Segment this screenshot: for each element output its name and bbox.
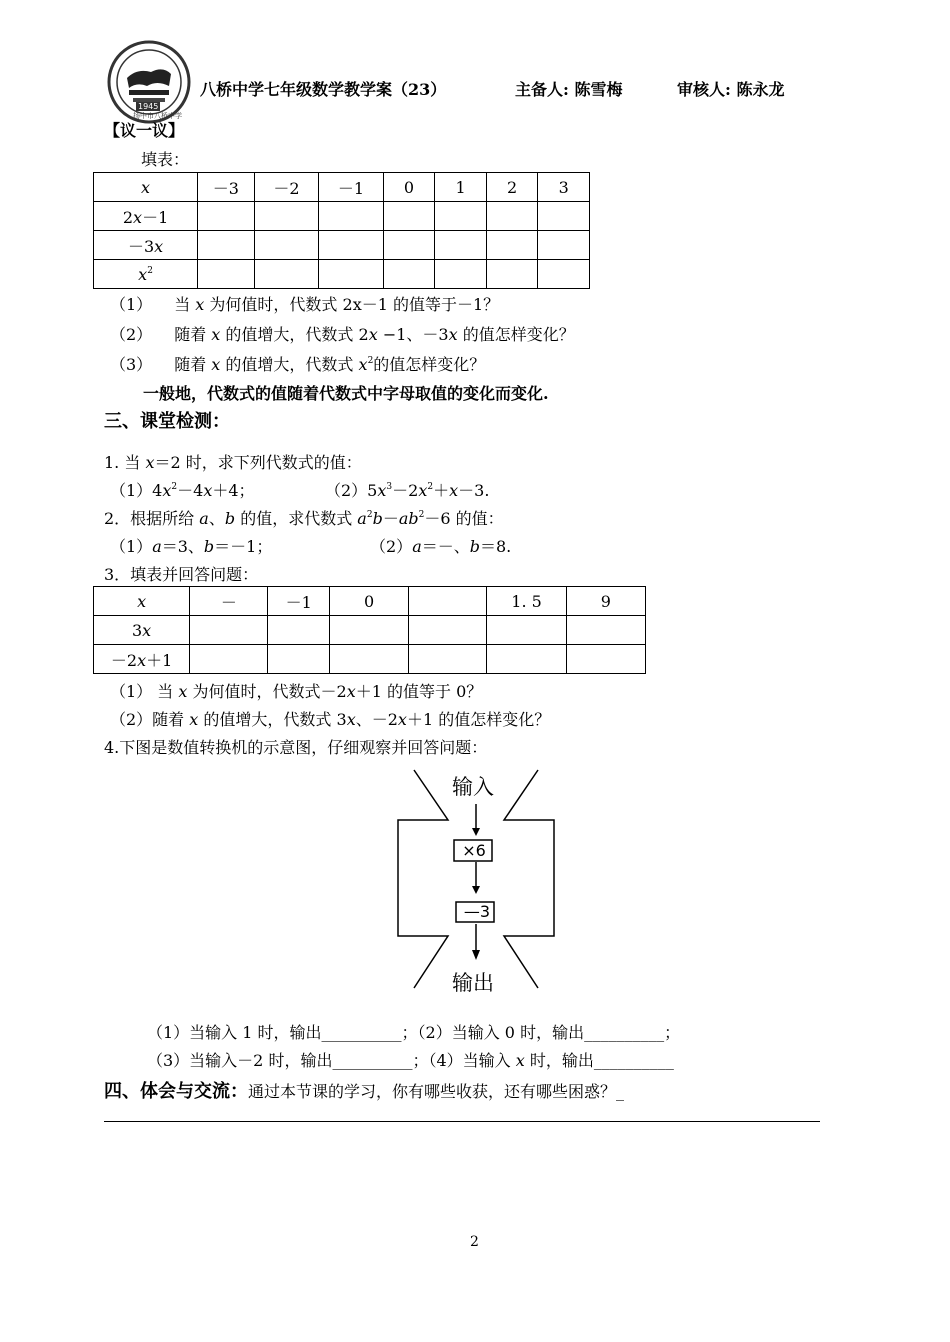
blank-cell[interactable] [486,231,538,260]
question-2: （2） 随着 x 的值增大，代数式 2x −1、－3x 的值怎样变化？ [110,325,575,344]
problem-1: 1. 当 x＝2 时，求下列代数式的值： [104,453,362,472]
logo-year: 1945 [138,102,159,111]
machine-op-subtract: —3 [463,902,491,921]
table-cell: 0 [383,173,435,202]
problem-3-question-1: （1） 当 x 为何值时，代数式－2x＋1 的值等于 0？ [110,682,483,701]
blank-cell[interactable] [198,231,255,260]
blank-cell[interactable] [268,616,330,645]
table-cell: 2 [486,173,538,202]
preparer: 主备人: 陈雪梅 [515,80,623,99]
table-cell [409,587,487,616]
problem-4: 4.下图是数值转换机的示意图，仔细观察并回答问题： [104,738,488,757]
answer-line-2: （3）当输入－2 时，输出__________；（4）当输入 x 时，输出__________ [147,1051,674,1070]
question-3: （3） 随着 x 的值增大，代数式 $x^2$的值怎样变化？ [110,355,486,374]
blank-cell[interactable] [383,260,435,289]
header-title: 八桥中学七年级数学教学案（23） [200,80,447,99]
blank-cell[interactable] [190,616,268,645]
table-cell: －3 [198,173,255,202]
writing-line[interactable] [104,1121,820,1122]
table-row [94,645,646,674]
table-row [94,231,590,260]
conclusion: 一般地，代数式的值随着代数式中字母取值的变化而变化. [143,384,549,403]
answer-line-1: （1）当输入 1 时，输出__________；（2）当输入 0 时，输出__________； [147,1023,681,1042]
blank-cell[interactable] [198,260,255,289]
problem-3-question-2: （2）随着 x 的值增大，代数式 3x、－2x＋1 的值怎样变化？ [110,710,551,729]
machine-input-label: 输入 [452,775,494,799]
row-label-3x: 3x [94,616,190,645]
section4-heading: 四、体会与交流： [104,1081,248,1102]
blank-cell[interactable] [486,202,538,231]
reviewer: 审核人: 陈永龙 [677,80,785,99]
problem-1-part-1: $(1)4x^2-4x+4$； [110,481,255,500]
school-logo [107,40,191,124]
blank-cell[interactable] [538,231,590,260]
table-row [94,202,590,231]
row-label-2x-1: 2x－1 [94,202,198,231]
section4 [104,1077,624,1103]
blank-cell[interactable] [319,260,384,289]
blank-cell[interactable] [329,616,408,645]
table-row [94,616,646,645]
table-cell: － [190,587,268,616]
table-cell: －2 [254,173,319,202]
blank-cell[interactable] [435,260,487,289]
logo-text: 扬中市八桥中学 [133,112,182,120]
row-label-x-squared: $x^2$ [94,260,198,289]
table-cell: －1 [319,173,384,202]
problem-3: 3．填表并回答问题： [104,565,259,584]
table-row [94,173,590,202]
blank-cell[interactable] [319,202,384,231]
value-table-1 [93,172,590,289]
problem-2: 2．根据所给 a、b 的值，求代数式 $a^2b-ab^2-6$ 的值： [104,509,504,528]
table-cell: 1. 5 [487,587,566,616]
problem-1-part-2: $(2)5x^3-2x^2+x-3$. [325,481,490,500]
blank-cell[interactable] [329,645,408,674]
blank-cell[interactable] [319,231,384,260]
machine-op-multiply: ×6 [462,841,486,860]
table-cell: －1 [268,587,330,616]
table-cell: 1 [435,173,487,202]
blank-cell[interactable] [254,231,319,260]
table-header-x: x [94,587,190,616]
blank-cell[interactable] [566,616,645,645]
blank-cell[interactable] [487,645,566,674]
table-cell: 0 [329,587,408,616]
blank-cell[interactable] [435,202,487,231]
number-machine-diagram [396,768,556,998]
page-number: 2 [470,1234,479,1250]
table-cell: 9 [566,587,645,616]
discuss-instruction: 填表： [141,150,190,169]
table-row [94,260,590,289]
problem-2-part-1: （1）a＝3、b＝－1； [110,537,273,556]
blank-cell[interactable] [383,231,435,260]
table-header-x: x [94,173,198,202]
blank-cell[interactable] [198,202,255,231]
problem-2-part-2: （2）a＝－、b＝8. [370,537,512,556]
blank-cell[interactable] [383,202,435,231]
table-cell: 3 [538,173,590,202]
section4-text: 通过本节课的学习，你有哪些收获，还有哪些困惑？_ [248,1082,625,1101]
blank-cell[interactable] [254,202,319,231]
blank-cell[interactable] [190,645,268,674]
row-label-neg2x-plus-1: －2x＋1 [94,645,190,674]
question-1: （1） 当 x 为何值时，代数式 2x－1 的值等于－1？ [110,295,500,314]
blank-cell[interactable] [409,616,487,645]
machine-output-label: 输出 [452,971,494,995]
blank-cell[interactable] [409,645,487,674]
blank-cell[interactable] [254,260,319,289]
blank-cell[interactable] [268,645,330,674]
blank-cell[interactable] [566,645,645,674]
section3-heading: 三、课堂检测： [104,411,230,432]
row-label-neg3x: －3x [94,231,198,260]
blank-cell[interactable] [538,260,590,289]
value-table-2 [93,586,646,674]
blank-cell[interactable] [486,260,538,289]
discuss-heading: 【议一议】 [104,121,185,140]
blank-cell[interactable] [538,202,590,231]
table-row [94,587,646,616]
blank-cell[interactable] [435,231,487,260]
blank-cell[interactable] [487,616,566,645]
